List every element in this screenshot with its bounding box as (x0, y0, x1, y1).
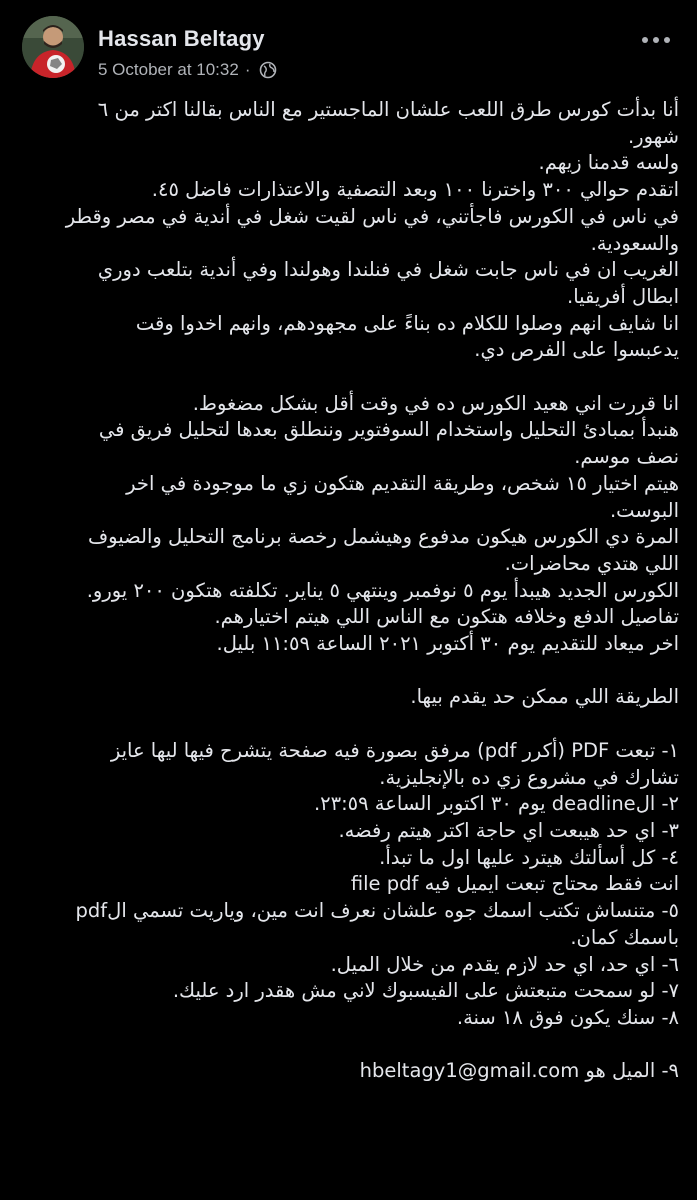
post-text-line: المرة دي الكورس هيكون مدفوع وهيشمل رخصة برنامج التحليل والضيوف (87, 525, 679, 549)
post-text-line: أنا بدأت كورس طرق اللعب علشان الماجستير مع الناس بقالنا اكتر من ٦ (97, 98, 679, 121)
post-text-line: ٦- اي حد، اي حد لازم يقدم من خلال الميل. (330, 952, 679, 976)
post-text-line: الغريب ان في ناس جابت شغل في فنلندا وهولندا وفي أندية بتلعب دوري (97, 258, 679, 282)
post-header (0, 0, 697, 95)
post-text-line: ٣- اي حد هيبعت اي حاجة اكتر هيتم رفضه. (338, 818, 679, 842)
post-blank-line (14, 658, 679, 685)
post-text-line: اخر ميعاد للتقديم يوم ٣٠ أكتوبر ٢٠٢١ الساعة ١١:٥٩ بليل. (216, 632, 679, 656)
globe-icon (259, 61, 277, 79)
post-text-line: ٥- متنساش تكتب اسمك جوه علشان نعرف انت مين، وياريت تسمي الpdf (75, 899, 679, 923)
post-text-line: اللي هتدي محاضرات. (504, 551, 679, 575)
post-text-line: ٢- الdeadline يوم ٣٠ اكتوبر الساعة ٢٣:٥٩. (313, 792, 679, 816)
post-text-line: ولسه قدمنا زيهم. (538, 151, 679, 175)
post-text-line: هيتم اختيار ١٥ شخص، وطريقة التقديم هتكون زي ما موجودة في اخر (126, 471, 679, 495)
post-body (14, 97, 679, 1085)
post-text-line: ١- تبعت PDF (أكرر pdf) مرفق بصورة فيه صفحة يتشرح فيها ليها عايز (110, 738, 679, 762)
post-text-line: هنبدأ بمبادئ التحليل واستخدام السوفتوير وننطلق بعدها لتحليل فريق في (98, 418, 679, 442)
post-text-line: انا قررت اني هعيد الكورس ده في وقت أقل بشكل مضغوط. (192, 391, 679, 415)
post-text-line: تفاصيل الدفع وخلافه هتكون مع الناس اللي هيتم اختيارهم. (214, 605, 679, 629)
post-text-line: الكورس الجديد هيبدأ يوم ٥ نوفمبر وينتهي ٥ يناير. تكلفته هتكون ٢٠٠ يورو. (86, 578, 679, 602)
post-text-line: يدعبسوا على الفرص دي. (474, 338, 679, 362)
post-text-line: ٤- كل أسألتك هيترد عليها اول ما تبدأ. (379, 845, 679, 869)
post-text-line: ٧- لو سمحت متبعتش على الفيسبوك لاني مش هقدر ارد عليك. (172, 979, 679, 1003)
post-text-line: اتقدم حوالي ٣٠٠ واخترنا ١٠٠ وبعد التصفية والاعتذارات فاضل ٤٥. (151, 178, 679, 202)
post-text-line: شهور. (627, 124, 679, 148)
post-text-line: تشارك في مشروع زي ده بالإنجليزية. (379, 765, 679, 789)
post-text-line: والسعودية. (590, 231, 679, 255)
post-text-line: نصف موسم. (574, 445, 679, 469)
more-options-icon[interactable] (641, 34, 671, 46)
meta-separator: · (244, 60, 251, 79)
author-avatar[interactable] (22, 16, 84, 78)
post-blank-line (14, 364, 679, 391)
post-blank-line (14, 1032, 679, 1059)
post-text-line: ٨- سنك يكون فوق ١٨ سنة. (456, 1005, 679, 1029)
post-text-line: باسمك كمان. (570, 925, 679, 949)
post-text-line: البوست. (609, 498, 679, 522)
post-text-line: ابطال أفريقيا. (567, 284, 679, 308)
post-blank-line (14, 711, 679, 738)
post-timestamp[interactable]: 5 October at 10:32 (98, 60, 239, 79)
author-name[interactable]: Hassan Beltagy (98, 26, 265, 51)
post-text-line: ٩- الميل هو hbeltagy1@gmail.com (359, 1059, 679, 1083)
post-text-line: انت فقط محتاج تبعت ايميل فيه file pdf (350, 872, 679, 896)
post-text-line: الطريقة اللي ممكن حد يقدم بيها. (410, 685, 679, 709)
post-text-line: انا شايف انهم وصلوا للكلام ده بناءً على مجهودهم، وانهم اخدوا وقت (135, 311, 679, 335)
post-text-line: في ناس في الكورس فاجأتني، في ناس لقيت شغل في أندية في مصر وقطر (65, 204, 679, 228)
post-meta (98, 60, 277, 80)
